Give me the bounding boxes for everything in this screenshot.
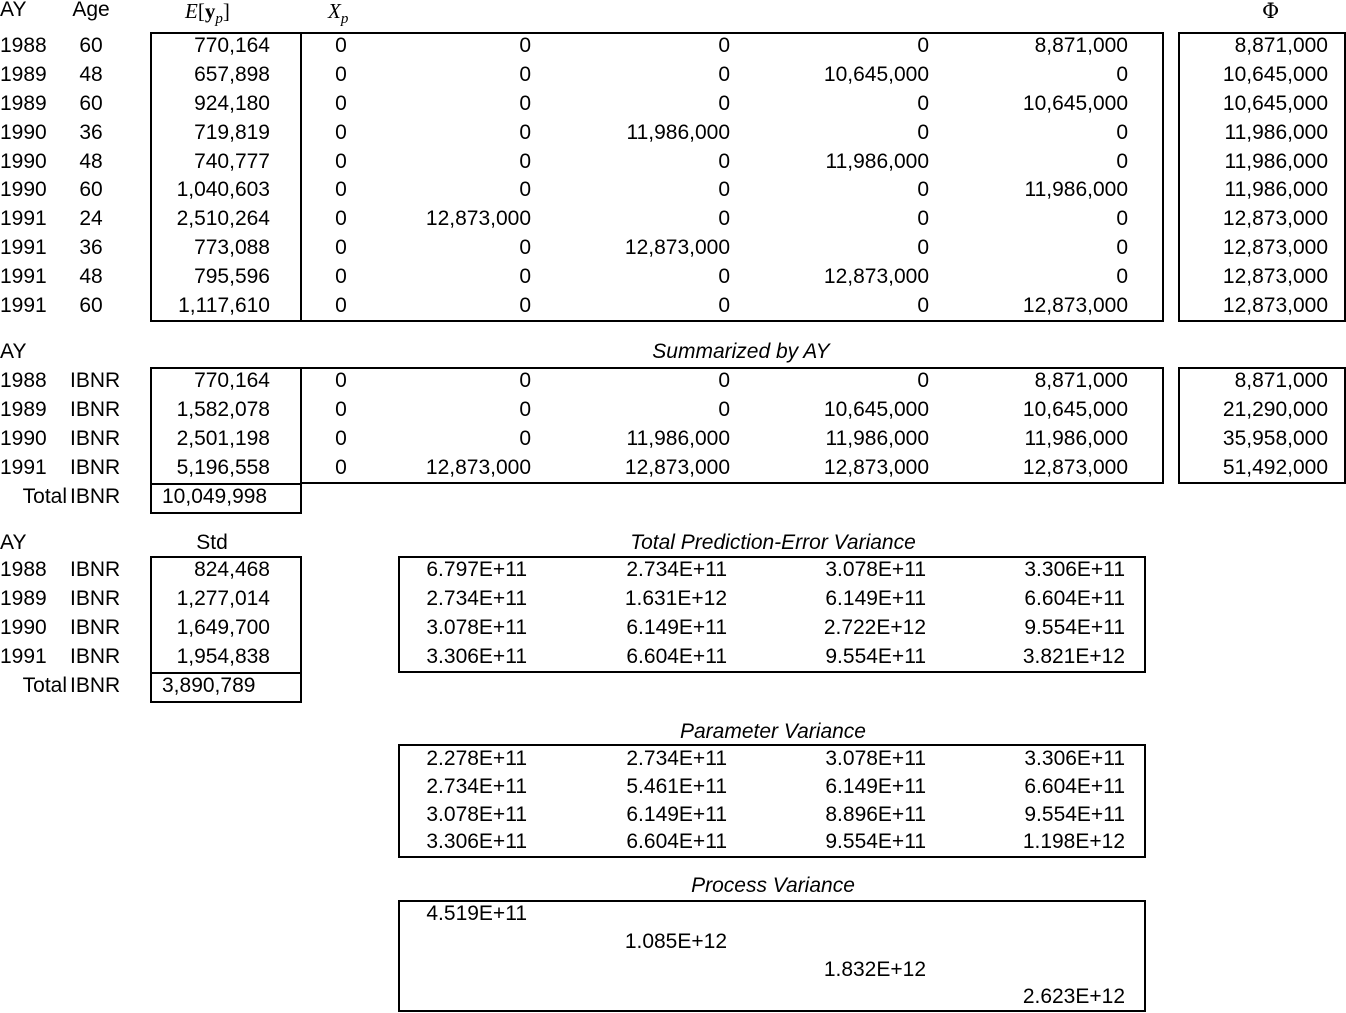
summary-x-cell: 0 [335, 369, 347, 392]
total-variance-cell: 6.797E+11 [426, 558, 527, 581]
summary-ibnr-cell: IBNR [70, 398, 121, 421]
detail-ay-cell: 1989 [0, 92, 47, 115]
std-ay-cell: 1991 [0, 645, 47, 668]
summary-x-cell: 11,986,000 [1024, 427, 1128, 450]
detail-x-cell: 0 [335, 150, 347, 173]
summary-phi-cell: 51,492,000 [1222, 456, 1328, 479]
summary-x-cell: 11,986,000 [825, 427, 929, 450]
std-ibnr-cell: IBNR [70, 558, 121, 581]
summary-ay-label: AY [0, 340, 27, 363]
summary-phi-cell: 8,871,000 [1234, 369, 1328, 392]
detail-ey-cell: 770,164 [194, 34, 270, 57]
detail-x-cell: 0 [335, 34, 347, 57]
detail-x-cell: 0 [917, 207, 929, 230]
detail-x-cell: 0 [335, 178, 347, 201]
detail-x-cell: 0 [718, 265, 730, 288]
summary-ibnr-cell: IBNR [70, 427, 121, 450]
parameter-variance-cell: 6.149E+11 [626, 803, 727, 826]
detail-age-cell: 48 [79, 63, 103, 86]
detail-x-cell: 0 [335, 265, 347, 288]
total-variance-cell: 3.078E+11 [825, 558, 926, 581]
std-ibnr-cell: IBNR [70, 587, 121, 610]
std-value-cell: 1,277,014 [176, 587, 270, 610]
std-ay-cell: 1990 [0, 616, 47, 639]
detail-age-cell: 36 [79, 236, 103, 259]
detail-x-cell: 12,873,000 [624, 236, 730, 259]
detail-x-cell: 0 [519, 92, 531, 115]
detail-x-cell: 0 [335, 294, 347, 317]
detail-x-cell: 0 [519, 178, 531, 201]
parameter-variance-cell: 8.896E+11 [825, 803, 926, 826]
detail-x-cell: 11,986,000 [1024, 178, 1128, 201]
detail-x-cell: 0 [519, 63, 531, 86]
detail-x-cell: 0 [335, 121, 347, 144]
detail-ay-cell: 1990 [0, 121, 47, 144]
detail-phi-cell: 11,986,000 [1224, 150, 1328, 173]
header-age-label: Age [72, 0, 110, 21]
header-y-subscript: p [215, 11, 223, 28]
summary-x-cell: 0 [519, 427, 531, 450]
std-ay-label: AY [0, 531, 27, 554]
parameter-variance-cell: 1.198E+12 [1022, 830, 1125, 853]
parameter-variance-cell: 9.554E+11 [825, 830, 926, 853]
summary-x-cell: 0 [718, 398, 730, 421]
std-ay-cell: 1988 [0, 558, 47, 581]
detail-ey-cell: 657,898 [194, 63, 270, 86]
summary-total-value: 10,049,998 [162, 485, 268, 508]
detail-x-cell: 8,871,000 [1034, 34, 1128, 57]
detail-ey-cell: 1,040,603 [176, 178, 270, 201]
detail-ey-cell: 1,117,610 [178, 294, 270, 317]
detail-x-cell: 0 [718, 63, 730, 86]
detail-x-cell: 12,873,000 [823, 265, 929, 288]
detail-phi-cell: 11,986,000 [1224, 178, 1328, 201]
summary-x-cell: 0 [335, 398, 347, 421]
detail-x-cell: 0 [1116, 207, 1128, 230]
detail-x-cell: 12,873,000 [425, 207, 531, 230]
parameter-variance-cell: 5.461E+11 [626, 775, 727, 798]
detail-x-cell: 0 [718, 294, 730, 317]
detail-age-cell: 48 [79, 265, 103, 288]
detail-x-cell: 0 [335, 207, 347, 230]
detail-x-cell: 0 [335, 63, 347, 86]
std-ibnr-cell: IBNR [70, 616, 121, 639]
parameter-variance-cell: 3.306E+11 [426, 830, 527, 853]
parameter-variance-cell: 3.078E+11 [426, 803, 527, 826]
header-phi-symbol: Φ [1262, 0, 1280, 23]
process-variance-cell: 2.623E+12 [1022, 985, 1125, 1008]
detail-ey-cell: 719,819 [194, 121, 270, 144]
parameter-variance-cell: 6.149E+11 [825, 775, 926, 798]
total-variance-cell: 9.554E+11 [825, 645, 926, 668]
detail-x-cell: 0 [917, 294, 929, 317]
process-variance-title: Process Variance [691, 874, 855, 897]
total-variance-cell: 3.306E+11 [426, 645, 527, 668]
detail-x-cell: 0 [335, 236, 347, 259]
detail-phi-cell: 10,645,000 [1222, 92, 1328, 115]
summary-x-cell: 12,873,000 [1022, 456, 1128, 479]
detail-phi-cell: 11,986,000 [1224, 121, 1328, 144]
process-variance-cell: 1.832E+12 [823, 958, 926, 981]
summary-ay-cell: 1991 [0, 456, 47, 479]
detail-x-cell: 0 [718, 92, 730, 115]
summary-x-cell: 0 [917, 369, 929, 392]
detail-age-cell: 36 [79, 121, 103, 144]
detail-x-cell: 0 [519, 265, 531, 288]
process-variance-cell: 1.085E+12 [624, 930, 727, 953]
total-variance-cell: 6.149E+11 [626, 616, 727, 639]
detail-x-cell: 0 [519, 236, 531, 259]
detail-x-cell: 10,645,000 [1022, 92, 1128, 115]
total-variance-cell: 6.604E+11 [626, 645, 727, 668]
total-variance-cell: 6.149E+11 [825, 587, 926, 610]
detail-x-cell: 0 [335, 92, 347, 115]
summary-title: Summarized by AY [652, 340, 830, 363]
parameter-variance-cell: 3.306E+11 [1024, 747, 1125, 770]
total-variance-cell: 6.604E+11 [1024, 587, 1125, 610]
detail-phi-cell: 8,871,000 [1234, 34, 1328, 57]
detail-ay-cell: 1991 [0, 294, 47, 317]
summary-x-cell: 0 [335, 456, 347, 479]
summary-ay-cell: 1989 [0, 398, 47, 421]
std-value-cell: 1,954,838 [176, 645, 270, 668]
detail-x-cell: 0 [718, 34, 730, 57]
summary-ey-cell: 2,501,198 [176, 427, 270, 450]
summary-phi-cell: 35,958,000 [1222, 427, 1328, 450]
detail-ey-cell: 795,596 [194, 265, 270, 288]
total-variance-cell: 3.078E+11 [426, 616, 527, 639]
summary-x-cell: 0 [519, 398, 531, 421]
detail-age-cell: 60 [79, 34, 103, 57]
parameter-variance-title: Parameter Variance [680, 720, 866, 743]
summary-total-label: Total [22, 485, 67, 508]
header-ay-label: AY [0, 0, 27, 21]
detail-ey-cell: 773,088 [194, 236, 270, 259]
total-variance-cell: 1.631E+12 [624, 587, 727, 610]
parameter-variance-cell: 9.554E+11 [1024, 803, 1125, 826]
detail-ey-cell: 740,777 [194, 150, 270, 173]
total-variance-cell: 9.554E+11 [1024, 616, 1125, 639]
std-value-cell: 824,468 [194, 558, 270, 581]
detail-x-cell: 10,645,000 [823, 63, 929, 86]
parameter-variance-cell: 2.734E+11 [426, 775, 527, 798]
summary-x-cell: 0 [718, 369, 730, 392]
parameter-variance-cell: 2.278E+11 [426, 747, 527, 770]
detail-ay-cell: 1989 [0, 63, 47, 86]
summary-ibnr-cell: IBNR [70, 369, 121, 392]
detail-x-cell: 0 [1116, 63, 1128, 86]
detail-age-cell: 48 [79, 150, 103, 173]
summary-x-cell: 12,873,000 [823, 456, 929, 479]
summary-x-cell: 12,873,000 [624, 456, 730, 479]
detail-x-cell: 0 [718, 207, 730, 230]
parameter-variance-cell: 3.078E+11 [825, 747, 926, 770]
std-value-cell: 1,649,700 [176, 616, 270, 639]
detail-x-cell: 11,986,000 [626, 121, 730, 144]
detail-x-cell: 0 [1116, 265, 1128, 288]
header-x-symbol: X [328, 0, 341, 23]
std-ay-cell: 1989 [0, 587, 47, 610]
detail-x-cell: 0 [917, 178, 929, 201]
summary-ey-cell: 1,582,078 [176, 398, 270, 421]
total-variance-cell: 2.722E+12 [823, 616, 926, 639]
detail-x-cell: 0 [1116, 150, 1128, 173]
detail-ay-cell: 1991 [0, 265, 47, 288]
total-variance-cell: 2.734E+11 [626, 558, 727, 581]
summary-ey-cell: 770,164 [194, 369, 270, 392]
detail-x-cell: 0 [519, 150, 531, 173]
summary-x-cell: 0 [335, 427, 347, 450]
detail-x-cell: 0 [917, 34, 929, 57]
summary-ey-cell: 5,196,558 [176, 456, 270, 479]
detail-x-cell: 0 [519, 34, 531, 57]
detail-ay-cell: 1991 [0, 236, 47, 259]
detail-x-cell: 11,986,000 [825, 150, 929, 173]
detail-age-cell: 24 [79, 207, 103, 230]
summary-x-cell: 8,871,000 [1034, 369, 1128, 392]
detail-x-cell: 0 [519, 294, 531, 317]
detail-ay-cell: 1991 [0, 207, 47, 230]
summary-ay-cell: 1990 [0, 427, 47, 450]
total-variance-cell: 3.821E+12 [1022, 645, 1125, 668]
summary-ay-cell: 1988 [0, 369, 47, 392]
std-title: Std [196, 531, 228, 554]
header-x-subscript: p [340, 11, 349, 28]
detail-ey-cell: 924,180 [194, 92, 270, 115]
detail-age-cell: 60 [79, 92, 103, 115]
detail-x-cell: 12,873,000 [1022, 294, 1128, 317]
parameter-variance-cell: 2.734E+11 [626, 747, 727, 770]
summary-ibnr-cell: IBNR [70, 456, 121, 479]
header-x-matrix [328, 1, 348, 27]
detail-x-cell: 0 [1116, 121, 1128, 144]
std-total-label: Total [22, 674, 67, 697]
detail-x-cell: 0 [519, 121, 531, 144]
detail-x-cell: 0 [718, 178, 730, 201]
std-total-value: 3,890,789 [162, 674, 256, 697]
detail-ay-cell: 1988 [0, 34, 47, 57]
detail-phi-cell: 12,873,000 [1222, 236, 1328, 259]
summary-x-cell: 12,873,000 [425, 456, 531, 479]
total-variance-title: Total Prediction-Error Variance [630, 531, 916, 554]
summary-x-cell: 0 [519, 369, 531, 392]
std-ibnr-cell: IBNR [70, 645, 121, 668]
detail-age-cell: 60 [79, 294, 103, 317]
std-total-ibnr-label: IBNR [70, 674, 121, 697]
header-e-symbol: E [185, 0, 198, 23]
detail-x-cell: 0 [1116, 236, 1128, 259]
header-expected-value [185, 1, 230, 27]
detail-phi-cell: 10,645,000 [1222, 63, 1328, 86]
detail-ey-cell: 2,510,264 [176, 207, 270, 230]
total-variance-cell: 2.734E+11 [426, 587, 527, 610]
summary-phi-cell: 21,290,000 [1222, 398, 1328, 421]
detail-phi-cell: 12,873,000 [1222, 207, 1328, 230]
parameter-variance-cell: 6.604E+11 [1024, 775, 1125, 798]
total-variance-cell: 3.306E+11 [1024, 558, 1125, 581]
summary-x-cell: 11,986,000 [626, 427, 730, 450]
header-y-vector: y [204, 0, 216, 23]
summary-x-cell: 10,645,000 [1022, 398, 1128, 421]
detail-age-cell: 60 [79, 178, 103, 201]
detail-x-cell: 0 [917, 121, 929, 144]
header-close-bracket: ] [222, 0, 230, 23]
process-variance-cell: 4.519E+11 [426, 902, 527, 925]
detail-x-cell: 0 [917, 92, 929, 115]
detail-ay-cell: 1990 [0, 178, 47, 201]
summary-total-ibnr-label: IBNR [70, 485, 121, 508]
header-open-bracket: [ [197, 0, 205, 23]
detail-x-cell: 0 [718, 150, 730, 173]
detail-phi-cell: 12,873,000 [1222, 294, 1328, 317]
detail-ay-cell: 1990 [0, 150, 47, 173]
summary-x-cell: 10,645,000 [823, 398, 929, 421]
detail-phi-cell: 12,873,000 [1222, 265, 1328, 288]
detail-x-cell: 0 [917, 236, 929, 259]
parameter-variance-cell: 6.604E+11 [626, 830, 727, 853]
